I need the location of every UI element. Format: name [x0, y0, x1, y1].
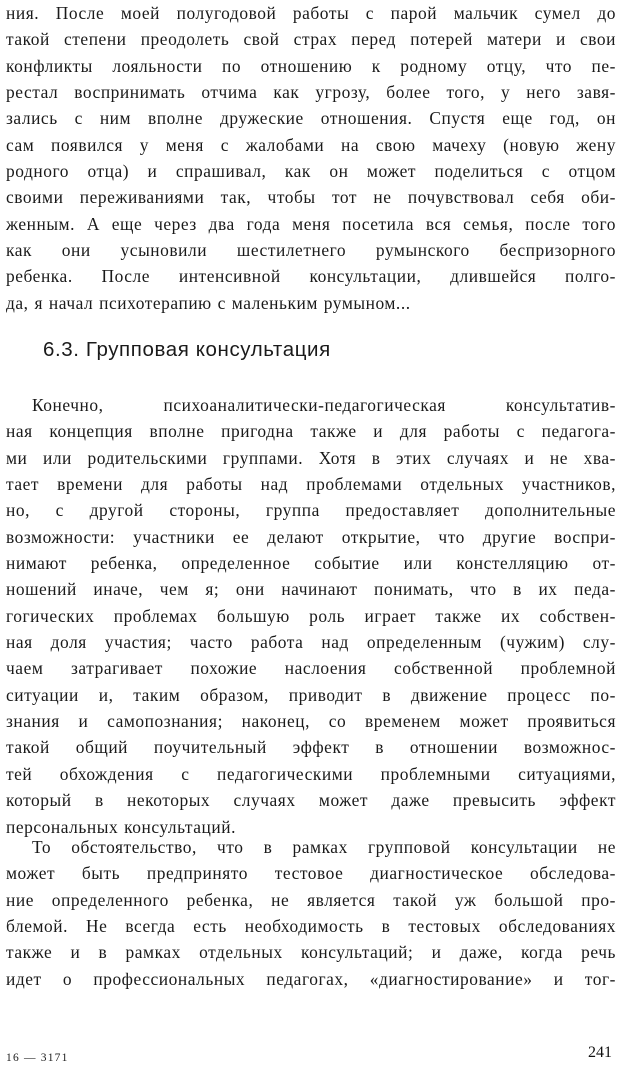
text-line: да, я начал психотерапию с маленьким румыном... — [6, 292, 411, 313]
paragraph-group-consultation — [6, 392, 616, 840]
paragraph-continuation — [6, 0, 616, 316]
text-line: идет о профессиональных педагогах, «диагностирование» и тог- — [6, 968, 616, 989]
text-line: женным. А еще через два года меня посетила вся семья, после того — [6, 213, 616, 234]
text-line: ребенка. После интенсивной консультации, длившейся полго- — [6, 266, 616, 287]
text-line: ния. После моей полугодовой работы с парой мальчик сумел до — [6, 3, 616, 23]
text-line: ми или родительскими группами. Хотя в этих случаях и не хва- — [6, 447, 616, 468]
text-line: такой степени преодолеть свой страх перед потерей матери и свои — [6, 29, 616, 50]
text-line: но, с другой стороны, группа предоставляет дополнительные — [6, 500, 616, 521]
text-line: сам появился у меня с жалобами на свою мачеху (новую жену — [6, 134, 616, 155]
printer-signature: 16 — 3171 — [6, 1052, 69, 1064]
text-line: который в некоторых случаях может даже превысить эффект — [6, 790, 616, 811]
text-line: ношений иначе, чем я; они начинают понимать, что в их педа- — [6, 579, 616, 600]
text-line: ная доля участия; часто работа над определенным (чужим) слу- — [6, 632, 616, 653]
paragraph-diagnostics — [6, 834, 616, 992]
text-line: нимают ребенка, определенное событие или констелляцию от- — [6, 553, 616, 574]
text-line: ситуации и, таким образом, приводит в движение процесс по- — [6, 684, 616, 705]
text-line: также и в рамках отдельных консультаций; и даже, когда речь — [6, 942, 616, 963]
text-line: гогических проблемах большую роль играет также их собствен- — [6, 605, 616, 626]
text-line: знания и самопознания; наконец, со временем может проявиться — [6, 711, 616, 732]
text-line: тей обхождения с педагогическими проблемными ситуациями, — [6, 763, 616, 784]
section-heading: 6.3. Групповая консультация — [43, 338, 331, 361]
text-line: блемой. Не всегда есть необходимость в тестовых обследованиях — [6, 916, 616, 937]
text-line: чаем затрагивает похожие наслоения собственной проблемной — [6, 658, 616, 679]
text-line: своими переживаниями так, чтобы тот не почувствовал себя оби- — [6, 187, 616, 208]
text-line: ная концепция вполне пригодна также и для работы с педагога- — [6, 421, 616, 442]
text-line: конфликты лояльности по отношению к родному отцу, что пе- — [6, 55, 616, 76]
text-line: возможности: участники ее делают открытие, что другие воспри- — [6, 526, 616, 547]
text-line: Конечно, психоаналитически-педагогическая консультатив- — [32, 395, 616, 415]
text-line: То обстоятельство, что в рамках групповой консультации не — [32, 837, 616, 857]
text-line: как они усыновили шестилетнего румынского беспризорного — [6, 240, 616, 261]
text-line: такой общий поучительный эффект в отношении возможнос- — [6, 737, 616, 758]
text-line: рестал воспринимать отчима как угрозу, более того, у него завя- — [6, 82, 616, 103]
text-line: ние определенного ребенка, не является такой уж большой про- — [6, 889, 616, 910]
text-line: персональных консультаций. — [6, 816, 236, 837]
text-line: зались с ним вполне дружеские отношения. Спустя еще год, он — [6, 108, 616, 129]
text-line: тает времени для работы над проблемами отдельных участников, — [6, 474, 616, 495]
text-line: может быть предпринято тестовое диагностическое обследова- — [6, 863, 616, 884]
text-line: родного отца) и спрашивал, как он может поделиться с отцом — [6, 161, 616, 182]
page-number: 241 — [588, 1044, 612, 1061]
